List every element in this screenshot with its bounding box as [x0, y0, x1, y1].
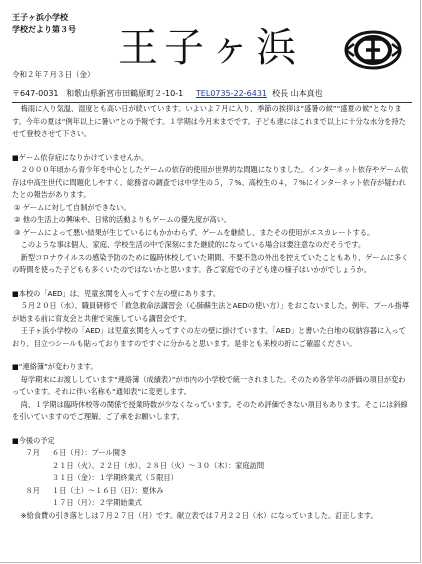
schedule-heading: ■今後の予定: [12, 435, 55, 445]
schedule-row: [12, 460, 412, 473]
newsletter-body: [12, 103, 412, 522]
schedule-row: [12, 447, 412, 460]
phone-link[interactable]: TEL0735-22-6431: [195, 89, 267, 98]
section-heading-game: ■ゲーム依存症になりかけていませんか。: [12, 152, 149, 162]
section-heading-aed: ■本校の「AED」は、児童玄関を入ってすぐ左の壁にあります。: [12, 288, 221, 298]
newsletter-number: 学校だより第３号: [12, 25, 76, 34]
intro-paragraph: 梅雨に入り気温、湿度とも高い日が続いています。いよいよ７月に入り、季節の挨拶は“盛暑の候”“盛夏の候”となります。今年の夏は“例年以上に暑い”との予報です。１学期は今月末までです。子ども達にはこれまで以上に十分な水分を持たせて登校させて下さい。: [12, 104, 406, 138]
school-name: 王子ヶ浜小学校: [12, 13, 68, 22]
school-address: 和歌山県新宮市田鶴原町２-10-1: [66, 89, 184, 98]
schedule-note: ※給食費の引き落としは７月２７日（月）です。献立表では７月２２日（水）になっていました。訂正します。: [20, 510, 378, 520]
schedule-text: ３１日（金）：１学期終業式（５限目）: [52, 473, 178, 482]
school-crest-icon: [344, 30, 402, 70]
header-school-info: [12, 12, 76, 36]
schedule-row: [12, 485, 412, 498]
schedule-month: ８月: [25, 485, 40, 495]
newsletter-title: 王子ヶ浜: [118, 25, 302, 71]
paragraph: このような事は個人、家庭、学校生活の中で深刻にまた継続的になっている場合は要注意なのだそうです。: [20, 240, 366, 249]
paragraph: 王子ヶ浜小学校の「AED」は児童玄関を入ってすぐの左の壁に掛けています。「AED」と書いた白地の収納容器に入っており、目立つシールも貼っておりますのですぐに分かると思います。是非とも来校の折にご確認ください。: [12, 326, 406, 348]
schedule-row: [12, 497, 412, 510]
section-heading-report: ■“連絡簿”が変わります。: [12, 362, 98, 371]
principal-name: 校長 山本真也: [272, 89, 323, 98]
schedule-month: ７月: [25, 448, 40, 457]
paragraph: ５月２０日（水）、職員研修で「救急救命法講習会（心肺蘇生法とAEDの使い方）」をおこないました。例年、プール指導が始まる前に育友会と共催で実施している講習会です。: [12, 301, 410, 323]
schedule-text: １日（土）～１６日（日）：夏休み: [52, 485, 164, 495]
paragraph: 新型コロナウイルスの感染予防のために臨時休校していた期間、不要不急の外出を控えていたこともあり、ゲームに多くの時間を使った子どもも多くいたのではないかと思います。各ご家庭での子ども達の様子はいかがでしょうか。: [12, 252, 409, 274]
schedule-text: ６日（月）：プール開き: [52, 448, 128, 457]
schedule-text: １７日（月）：２学期始業式: [52, 498, 142, 507]
paragraph: 毎学期末にお渡ししています“連絡簿（成績表）”が市内の小学校で統一されました。そのため各学年の評価の項目が変わっています。それに伴い名称も“通知表”に変更します。: [12, 374, 406, 396]
list-item: ② 他の生活上の興味や、日常的活動よりもゲームの優先度が高い。: [14, 215, 232, 224]
schedule-text: ２１日（火）、２２日（水）、２８日（火）～３０（木）：家庭訪問: [52, 460, 265, 470]
list-item: ① ゲームに対して自制ができない。: [14, 202, 131, 212]
address-line: [12, 88, 412, 103]
issue-date: 令和２年７月３日（金）: [12, 70, 95, 79]
list-item: ③ ゲームによって悪い結果が生じているにもかかわらず、ゲームを継続し、またその使用がエスカレートする。: [14, 227, 375, 237]
schedule-row: [12, 472, 412, 485]
paragraph: ２０００年頃から青少年を中心としたゲームの依存的使用が世界的な問題になりました。インターネット依存やゲーム依存は中高生世代に問題化しやすく、総務省の調査では中学生の５，７%、高校生の４，７%にインターネット依存が疑われたとの報告があります。: [12, 165, 409, 199]
postal-code: 〒647-0031: [12, 89, 59, 98]
paragraph: 尚、１学期は臨時休校等の関係で授業時数が少なくなっています。そのため評価できない項目もあります。そこには斜線を引いていますのでご理解、ご了承をお願いします。: [12, 399, 408, 421]
